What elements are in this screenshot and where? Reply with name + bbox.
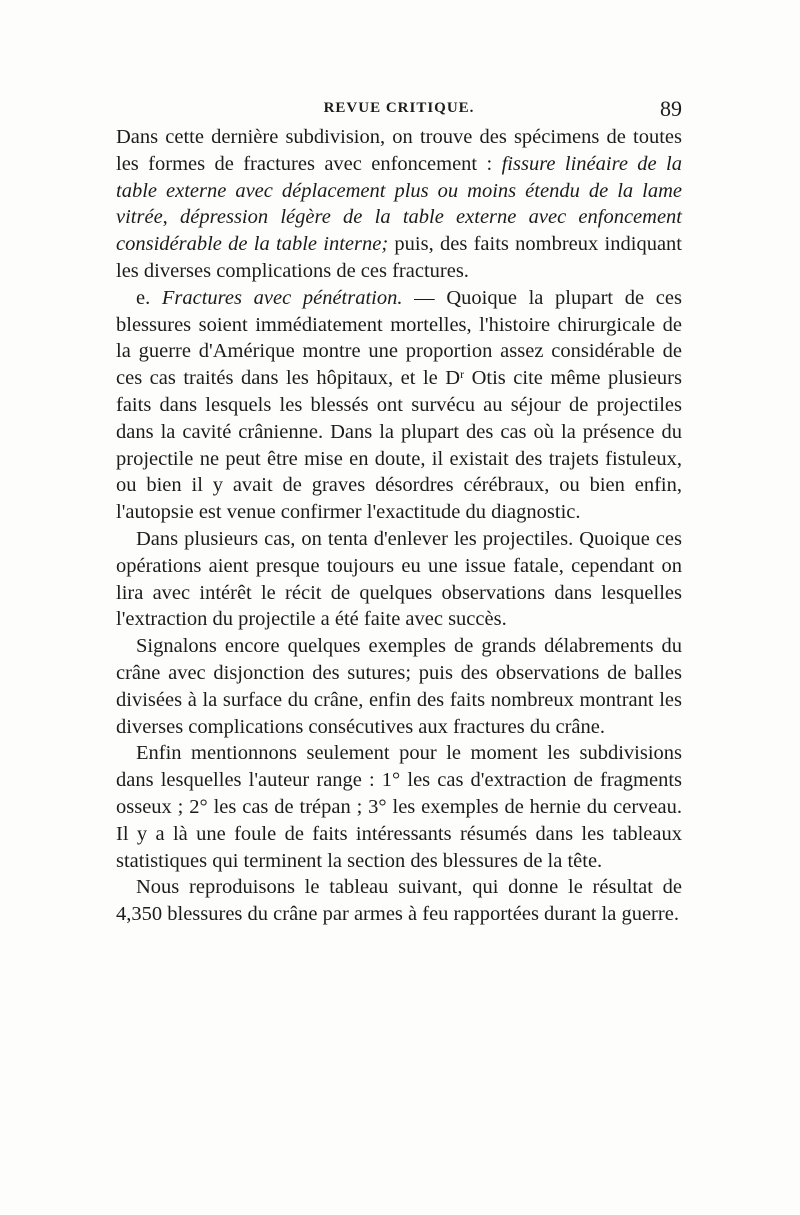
paragraph-5: Enfin mentionnons seulement pour le moment les subdivisions dans lesquelles l'auteur range : 1° les cas d'extraction de fragments osseux ; 2° les cas de trépan ; 3° les exemples de hernie du cerveau. Il y a là une foule de faits intéressants résumés dans les tableaux statistiques qui terminent la section des blessures de la tête. — [116, 742, 682, 872]
superscript: r — [460, 367, 465, 382]
paragraph-1 — [116, 124, 682, 285]
running-head — [116, 96, 682, 124]
page-number: 89 — [660, 96, 682, 121]
italic-run: Fractures avec pénétration. — [161, 286, 403, 309]
paragraph-3: Dans plusieurs cas, on tenta d'enlever les projectiles. Quoique ces opérations aient presque toujours eu une issue fatale, cependant on lira avec intérêt le récit de quelques observations dans lesquelles l'extraction du projectile a été faite avec succès. — [116, 527, 682, 631]
text-run: , — [162, 206, 181, 229]
italic-run: dépression légère de la table externe avec enfoncement considérable de la table interne; — [116, 206, 682, 256]
text-run: Otis cite même plusieurs faits dans lesquels les blessés ont survécu au séjour de projectiles dans la cavité crânienne. Dans la plupart des cas où la présence du projectile ne peut être mise en doute, il existait des trajets fistuleux, ou bien il y avait de graves désordres cérébraux, ou bien enfin, l'autopsie est venue confirmer l'exactitude du diagnostic. — [116, 367, 682, 524]
body-text — [116, 124, 682, 928]
text-run: — Quoique la plupart de ces blessures soient immédiatement mortelles, l'histoire chirurgicale de la guerre d'Amérique montre une proportion assez considérable de ces cas traités dans les hôpitaux, et le D — [116, 286, 682, 390]
paragraph-6: Nous reproduisons le tableau suivant, qui donne le résultat de 4,350 blessures du crâne par armes à feu rapportées durant la guerre. — [116, 876, 682, 926]
text-run: puis, des faits nombreux indiquant les diverses complications de ces fractures. — [116, 233, 682, 282]
running-title: REVUE CRITIQUE. — [323, 100, 475, 116]
text-run: e. — [136, 286, 162, 309]
text-run: Dans cette dernière subdivision, on trouve des spécimens de toutes les formes de fractures avec enfoncement : — [116, 126, 682, 175]
paragraph-2 — [116, 285, 682, 526]
italic-run: fissure linéaire de la table externe avec déplacement plus ou moins étendu de la lame vitrée — [116, 152, 682, 229]
paragraph-4: Signalons encore quelques exemples de grands délabrements du crâne avec disjonction des sutures; puis des observations de balles divisées à la surface du crâne, enfin des faits nombreux montrant les diverses complications consécutives aux fractures du crâne. — [116, 635, 682, 738]
